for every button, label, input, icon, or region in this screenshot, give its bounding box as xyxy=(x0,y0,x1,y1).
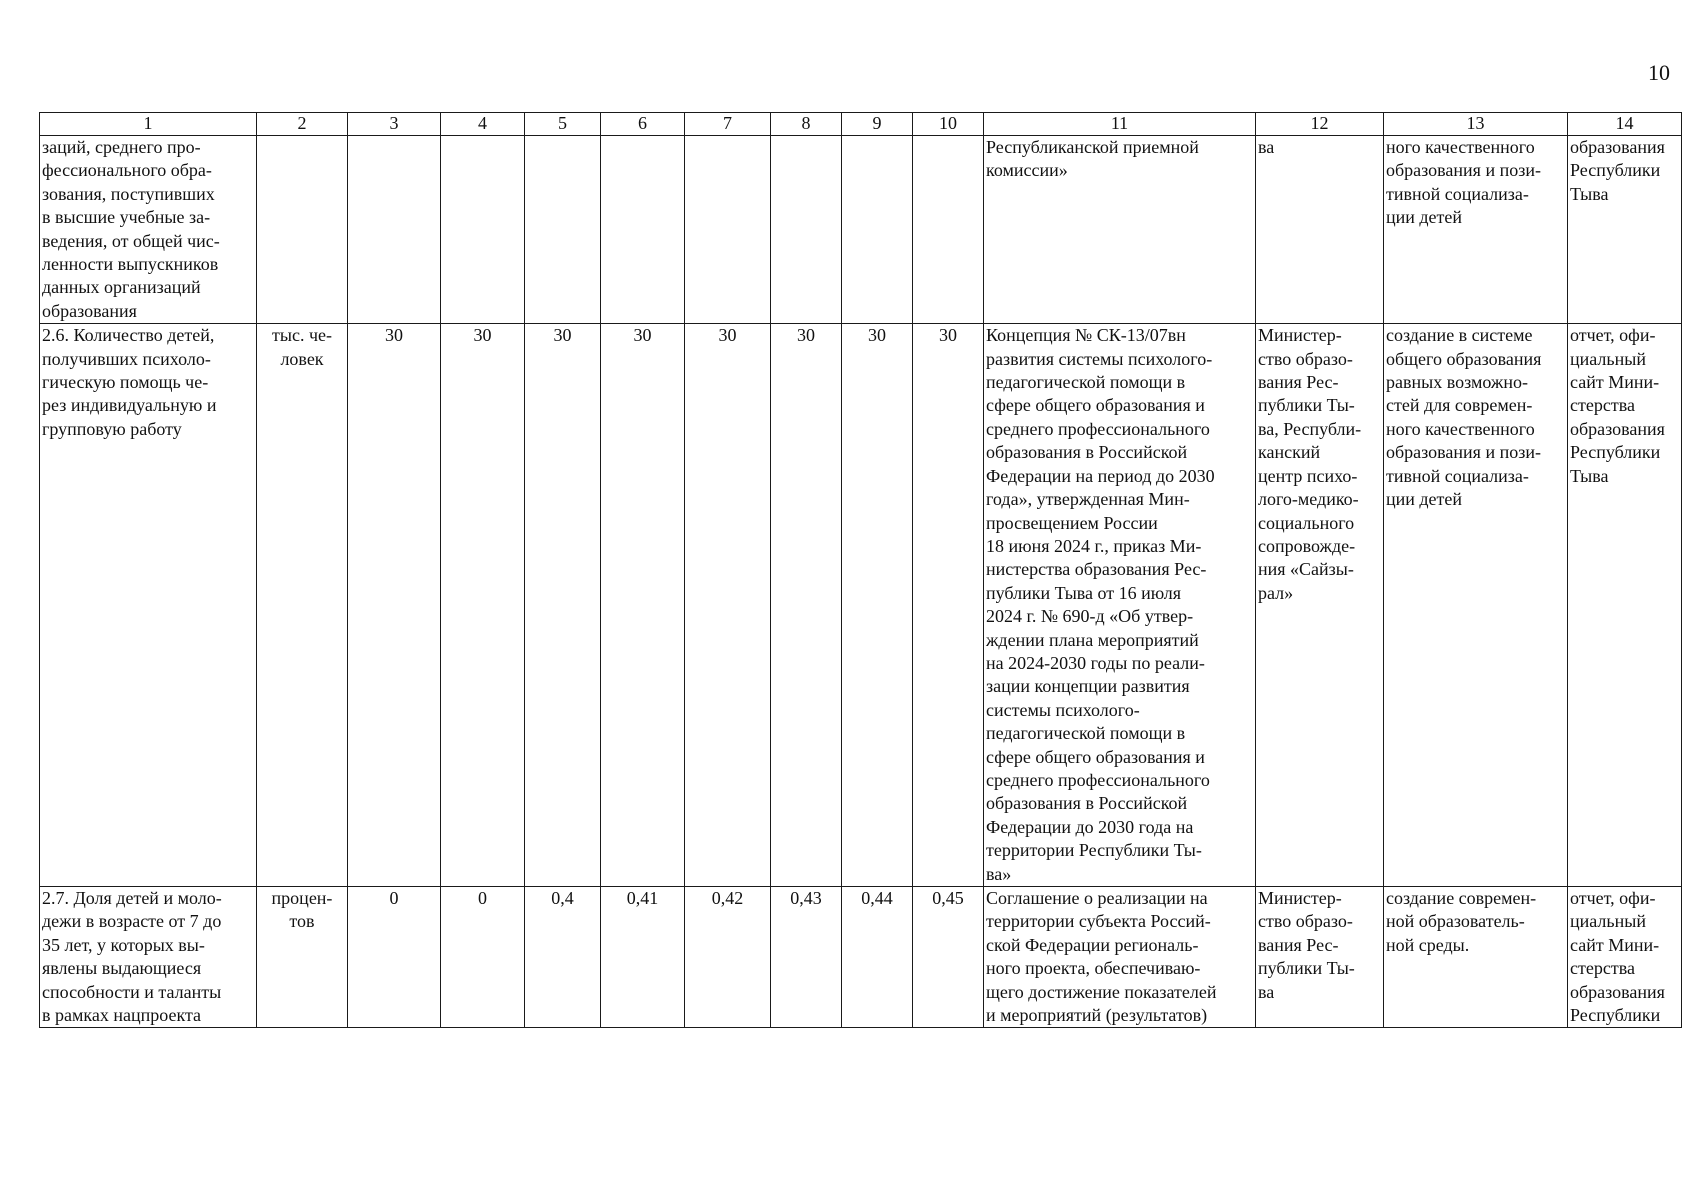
value-cell: 0,45 xyxy=(913,887,984,1028)
value-cell: 0 xyxy=(348,887,441,1028)
value-cell xyxy=(525,136,601,324)
table-row xyxy=(40,136,1682,324)
result-cell: создание современ- ной образователь- ной среды. xyxy=(1384,887,1568,1028)
value-cell: 30 xyxy=(771,324,842,887)
responsible-cell: Министер- ство образо- вания Рес- публики Ты- ва xyxy=(1256,887,1384,1028)
basis-cell: Концепция № СК-13/07вн развития системы психолого- педагогической помощи в сфере общего образования и среднего профессионального образования в Российской Федерации на период до 2030 года», утвержденная Мин- просвещением России 18 июня 2024 г., приказ Ми- нистерства образования Рес- публики Тыва от 16 июля 2024 г. № 690-д «Об утвер- ждении плана мероприятий на 2024-2030 годы по реали- зации концепции развития системы психолого- педагогической помощи в сфере общего образования и среднего профессионального образования в Российской Федерации до 2030 года на территории Республики Ты- ва» xyxy=(984,324,1256,887)
column-header: 14 xyxy=(1568,113,1682,136)
value-cell: 0,41 xyxy=(601,887,685,1028)
column-header: 7 xyxy=(685,113,771,136)
column-header: 3 xyxy=(348,113,441,136)
result-cell: ного качественного образования и пози- тивной социализа- ции детей xyxy=(1384,136,1568,324)
column-header: 2 xyxy=(257,113,348,136)
source-cell: отчет, офи- циальный сайт Мини- стерства образования Республики xyxy=(1568,887,1682,1028)
unit-cell xyxy=(257,136,348,324)
value-cell: 30 xyxy=(525,324,601,887)
unit-cell: тыс. че- ловек xyxy=(257,324,348,887)
value-cell xyxy=(842,136,913,324)
column-header: 9 xyxy=(842,113,913,136)
value-cell: 0,4 xyxy=(525,887,601,1028)
column-header: 8 xyxy=(771,113,842,136)
column-number-row xyxy=(40,113,1682,136)
page-number: 10 xyxy=(1648,60,1670,85)
value-cell xyxy=(685,136,771,324)
value-cell: 0,44 xyxy=(842,887,913,1028)
responsible-cell: Министер- ство образо- вания Рес- публики Ты- ва, Республи- канский центр психо- лого-медико- социального сопровожде- ния «Сайзы- рал» xyxy=(1256,324,1384,887)
indicators-table xyxy=(39,112,1682,1028)
column-header: 11 xyxy=(984,113,1256,136)
column-header: 12 xyxy=(1256,113,1384,136)
value-cell: 30 xyxy=(348,324,441,887)
indicator-cell: заций, среднего про- фессионального обра- зования, поступивших в высшие учебные за- ведения, от общей чис- ленности выпускников данных организаций образования xyxy=(40,136,257,324)
value-cell xyxy=(348,136,441,324)
column-header: 5 xyxy=(525,113,601,136)
indicator-cell: 2.6. Количество детей, получивших психоло- гическую помощь че- рез индивидуальную и групповую работу xyxy=(40,324,257,887)
value-cell: 0 xyxy=(441,887,525,1028)
value-cell: 0,42 xyxy=(685,887,771,1028)
column-header: 6 xyxy=(601,113,685,136)
value-cell xyxy=(913,136,984,324)
basis-cell: Республиканской приемной комиссии» xyxy=(984,136,1256,324)
column-header: 13 xyxy=(1384,113,1568,136)
column-header: 4 xyxy=(441,113,525,136)
value-cell: 30 xyxy=(601,324,685,887)
value-cell xyxy=(771,136,842,324)
value-cell: 30 xyxy=(685,324,771,887)
source-cell: отчет, офи- циальный сайт Мини- стерства образования Республики Тыва xyxy=(1568,324,1682,887)
table-row xyxy=(40,324,1682,887)
value-cell xyxy=(601,136,685,324)
unit-cell: процен- тов xyxy=(257,887,348,1028)
source-cell: образования Республики Тыва xyxy=(1568,136,1682,324)
basis-cell: Соглашение о реализации на территории субъекта Россий- ской Федерации региональ- ного проекта, обеспечиваю- щего достижение показателей и мероприятий (результатов) xyxy=(984,887,1256,1028)
result-cell: создание в системе общего образования равных возможно- стей для современ- ного качественного образования и пози- тивной социализа- ции детей xyxy=(1384,324,1568,887)
responsible-cell: ва xyxy=(1256,136,1384,324)
table-row xyxy=(40,887,1682,1028)
column-header: 1 xyxy=(40,113,257,136)
value-cell: 30 xyxy=(842,324,913,887)
indicator-cell: 2.7. Доля детей и моло- дежи в возрасте от 7 до 35 лет, у которых вы- явлены выдающиеся способности и таланты в рамках нацпроекта xyxy=(40,887,257,1028)
column-header: 10 xyxy=(913,113,984,136)
value-cell xyxy=(441,136,525,324)
value-cell: 30 xyxy=(913,324,984,887)
value-cell: 0,43 xyxy=(771,887,842,1028)
value-cell: 30 xyxy=(441,324,525,887)
